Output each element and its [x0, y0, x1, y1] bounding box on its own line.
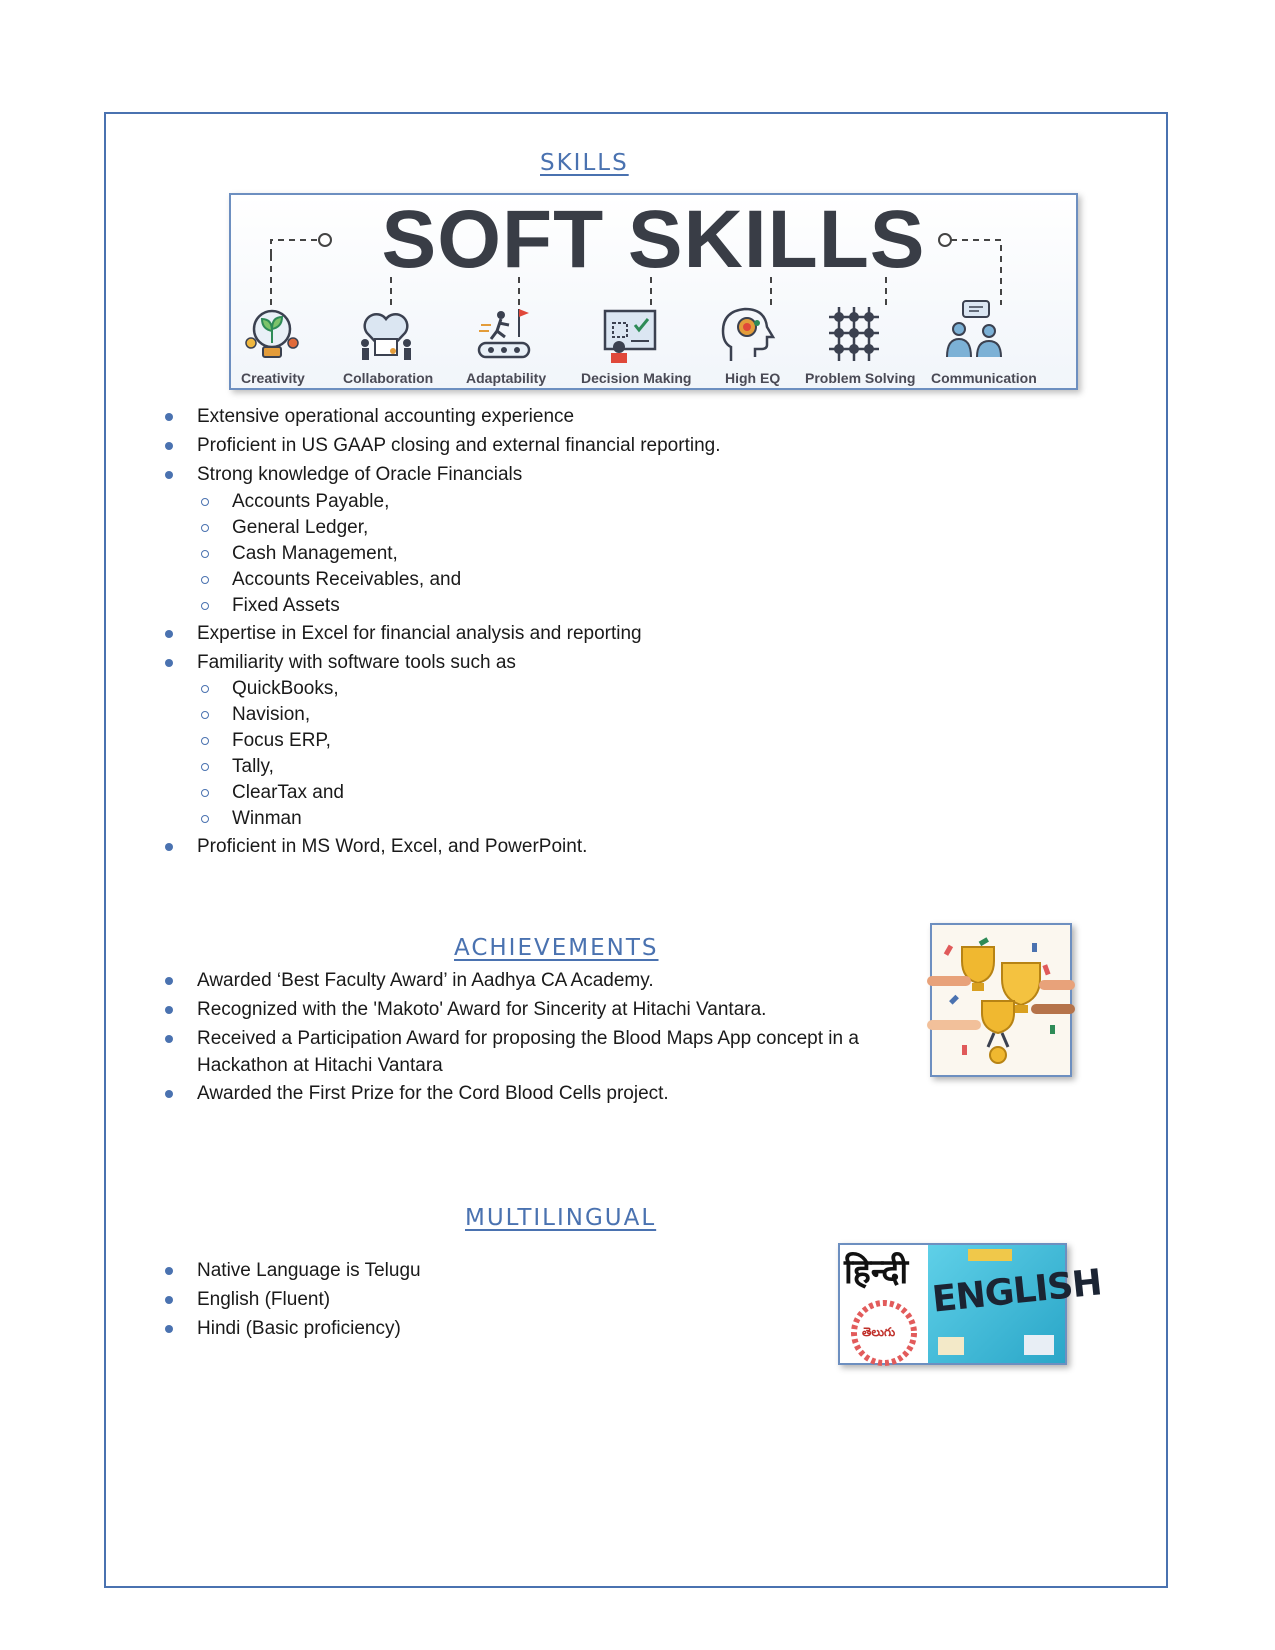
sub-list-item: Fixed Assets	[232, 595, 340, 616]
sub-bullet-icon	[201, 685, 209, 693]
banner-title: SOFT SKILLS	[381, 194, 926, 285]
skill-label-decision-making: Decision Making	[581, 370, 692, 386]
bullet-icon	[165, 1006, 173, 1014]
bullet-icon	[165, 413, 173, 421]
problem-solving-icon	[825, 303, 883, 365]
sub-list-item: Tally,	[232, 756, 274, 777]
sub-bullet-icon	[201, 524, 209, 532]
sub-bullet-icon	[201, 550, 209, 558]
communication-icon	[945, 299, 1003, 361]
bullet-icon	[165, 471, 173, 479]
adaptability-icon	[475, 303, 533, 365]
sub-bullet-icon	[201, 737, 209, 745]
bullet-icon	[165, 1035, 173, 1043]
telugu-decoration	[840, 1245, 928, 1363]
sub-list-item: Accounts Receivables, and	[232, 569, 462, 590]
bullet-icon	[165, 977, 173, 985]
list-item: Proficient in US GAAP closing and external financial reporting.	[197, 435, 721, 456]
sub-bullet-icon	[201, 498, 209, 506]
bullet-icon	[165, 659, 173, 667]
bullet-icon	[165, 442, 173, 450]
bullet-icon	[165, 1325, 173, 1333]
sub-bullet-icon	[201, 711, 209, 719]
skill-label-creativity: Creativity	[241, 370, 305, 386]
english-text: ENGLISH	[930, 1262, 1104, 1321]
list-item: Recognized with the 'Makoto' Award for Sincerity at Hitachi Vantara.	[197, 999, 767, 1020]
skill-label-adaptability: Adaptability	[466, 370, 547, 386]
bullet-icon	[165, 630, 173, 638]
bullet-icon	[165, 843, 173, 851]
skill-label-problem-solving: Problem Solving	[805, 370, 916, 386]
decor-item	[938, 1337, 964, 1355]
sub-list-item: ClearTax and	[232, 782, 344, 803]
list-item: English (Fluent)	[197, 1289, 331, 1310]
sub-list-item: Focus ERP,	[232, 730, 331, 751]
sub-list-item: Navision,	[232, 704, 311, 725]
sub-list-item: Accounts Payable,	[232, 491, 390, 512]
list-item: Received a Participation Award for proposing the Blood Maps App concept in a	[197, 1028, 859, 1049]
collaboration-icon	[357, 303, 415, 365]
soft-skills-banner	[229, 193, 1078, 390]
list-item: Strong knowledge of Oracle Financials	[197, 464, 523, 485]
decor-item	[968, 1249, 1012, 1261]
sub-bullet-icon	[201, 576, 209, 584]
achievements-heading: ACHIEVEMENTS	[454, 935, 659, 961]
decision-making-icon	[601, 303, 659, 365]
list-item: Awarded the First Prize for the Cord Blood Cells project.	[197, 1083, 669, 1104]
list-item: Extensive operational accounting experience	[197, 406, 575, 427]
sub-list-item: QuickBooks,	[232, 678, 339, 699]
languages-image	[838, 1243, 1104, 1365]
bullet-icon	[165, 1090, 173, 1098]
list-item: Awarded ‘Best Faculty Award’ in Aadhya CA Academy.	[197, 970, 654, 991]
bullet-icon	[165, 1296, 173, 1304]
list-item: Hindi (Basic proficiency)	[197, 1318, 401, 1339]
sub-list-item: General Ledger,	[232, 517, 369, 538]
telugu-text: తెలుగు	[862, 1325, 896, 1339]
sub-bullet-icon	[201, 815, 209, 823]
sub-list-item: Cash Management,	[232, 543, 398, 564]
decor-item	[1024, 1335, 1054, 1355]
list-item: Native Language is Telugu	[197, 1260, 421, 1281]
skills-heading: SKILLS	[540, 150, 629, 176]
list-item: Familiarity with software tools such as	[197, 652, 516, 673]
high-eq-icon	[717, 303, 775, 365]
hindi-telugu-panel	[840, 1245, 928, 1363]
list-item: Expertise in Excel for financial analysis and reporting	[197, 623, 642, 644]
trophy-image	[930, 923, 1072, 1077]
hindi-text: हिन्दी	[844, 1252, 909, 1292]
list-item: Proficient in MS Word, Excel, and PowerPoint.	[197, 836, 588, 857]
skill-label-high-eq: High EQ	[725, 370, 781, 386]
skill-label-collaboration: Collaboration	[343, 370, 434, 386]
creativity-icon	[243, 303, 301, 365]
bullet-icon	[165, 1267, 173, 1275]
multilingual-heading: MULTILINGUAL	[465, 1205, 657, 1231]
skill-label-communication: Communication	[931, 370, 1037, 386]
english-panel	[928, 1245, 1104, 1363]
sub-bullet-icon	[201, 763, 209, 771]
list-item-continuation: Hackathon at Hitachi Vantara	[197, 1055, 443, 1076]
sub-list-item: Winman	[232, 808, 302, 829]
sub-bullet-icon	[201, 602, 209, 610]
sub-bullet-icon	[201, 789, 209, 797]
